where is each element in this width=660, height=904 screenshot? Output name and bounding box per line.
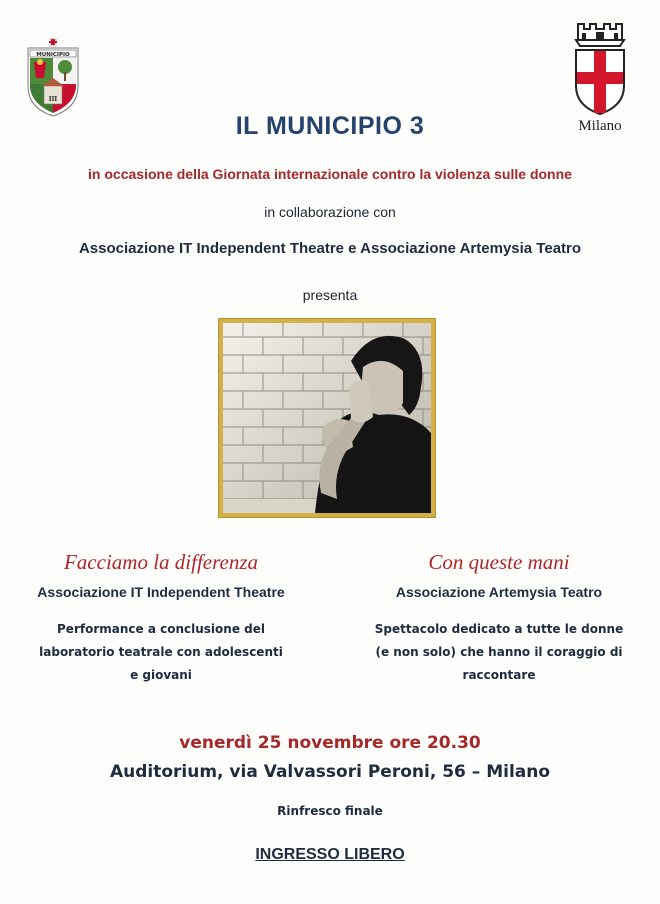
- show-description-line: Performance a conclusione del: [57, 622, 265, 636]
- show-description-line: (e non solo) che hanno il coraggio di: [375, 645, 623, 659]
- refreshment-note: Rinfresco finale: [277, 804, 383, 818]
- show-description-line: raccontare: [462, 668, 536, 682]
- performer-photo: [223, 323, 431, 513]
- show-description: [8, 618, 314, 687]
- show-left: [8, 550, 314, 687]
- show-title: Con queste mani: [428, 550, 570, 574]
- municipio-crest-logo: [24, 38, 82, 118]
- show-description-line: e giovani: [130, 668, 192, 682]
- show-right: [346, 550, 652, 687]
- show-company: Associazione IT Independent Theatre: [37, 584, 285, 600]
- occasion-line: in occasione della Giornata internazionale contro la violenza sulle donne: [88, 166, 572, 182]
- presenta-line: presenta: [302, 287, 358, 303]
- show-description-line: Spettacolo dedicato a tutte le donne: [374, 622, 624, 636]
- admission-text: INGRESSO LIBERO: [255, 846, 405, 863]
- municipio-crest-numeral: III: [48, 96, 58, 103]
- show-title: Facciamo la differenza: [63, 550, 258, 574]
- show-description: [346, 618, 652, 687]
- municipio-crest-text: MUNICIPIO: [36, 52, 70, 58]
- show-description-line: laboratorio teatrale con adolescenti: [39, 645, 283, 659]
- poster-title: IL MUNICIPIO 3: [235, 112, 425, 140]
- event-venue: Auditorium, via Valvassori Peroni, 56 – Milano: [109, 762, 551, 782]
- admission-note: [0, 846, 660, 864]
- associations-line: Associazione IT Independent Theatre e Associazione Artemysia Teatro: [78, 240, 582, 257]
- collaboration-line: in collaborazione con: [264, 204, 396, 220]
- show-company: Associazione Artemysia Teatro: [395, 584, 603, 600]
- performer-photo-frame: [218, 318, 436, 518]
- milano-label: Milano: [578, 118, 622, 134]
- event-date: venerdì 25 novembre ore 20.30: [179, 733, 481, 753]
